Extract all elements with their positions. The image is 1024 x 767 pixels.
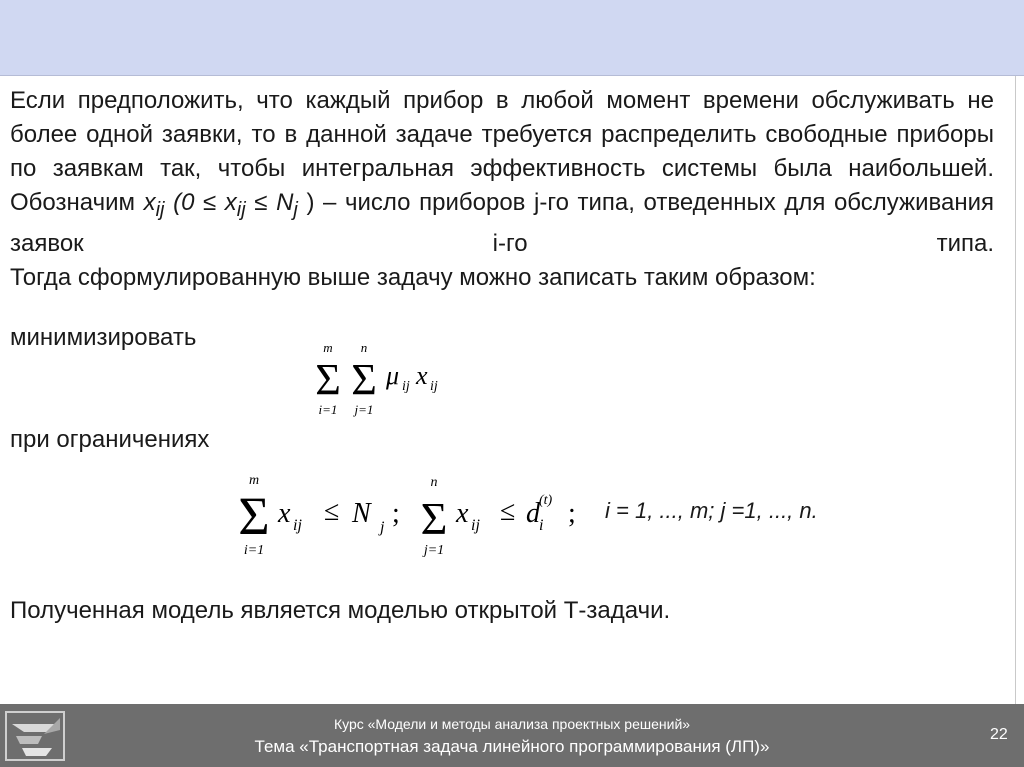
con-x2-sub: ij [471, 517, 480, 534]
obj-mu-sub: ij [402, 379, 410, 394]
obj-x-sub: ij [430, 379, 438, 394]
con-x1-sub: ij [293, 517, 302, 534]
label-minimize: минимизировать [10, 324, 197, 351]
obj-sum1-lower: i=1 [318, 402, 338, 417]
notation-lead: Обозначим [10, 189, 144, 216]
con-sum1-symbol: Σ [238, 486, 270, 546]
con-semi1: ; [392, 498, 400, 529]
con-leq1: ≤ [324, 496, 340, 527]
obj-sum1-symbol: Σ [315, 355, 341, 404]
var-N: N [276, 189, 294, 216]
var-x2-sub: ij [236, 198, 246, 221]
header-band [0, 0, 1024, 75]
con-d-sup: (t) [539, 493, 553, 508]
index-range: i = 1, ..., m; j =1, ..., n. [605, 498, 818, 523]
con-sum1-lower: i=1 [243, 543, 265, 558]
con-d: d [526, 498, 540, 529]
constraint-formula [228, 470, 598, 562]
con-N-sub: j [380, 519, 385, 536]
paragraph-notation [10, 186, 994, 261]
con-d-sub: i [539, 517, 544, 534]
conclusion: Полученная модель является моделью открытой Т-задачи. [10, 597, 671, 624]
con-leq2: ≤ [500, 496, 516, 527]
slide-body [10, 84, 994, 295]
con-sum2-symbol: Σ [420, 493, 448, 544]
var-x-sub: ij [155, 198, 165, 221]
header-divider [0, 75, 1024, 76]
footer-bar [0, 704, 1024, 767]
con-semi2: ; [568, 498, 576, 529]
con-x2: x [456, 498, 469, 529]
course-title: Курс «Модели и методы анализа проектных решений» [333, 716, 691, 732]
objective-formula [312, 336, 462, 426]
notation-leq: ≤ [245, 189, 277, 216]
paragraph-intro: Если предположить, что каждый прибор в любой момент времени обслуживать не более одной заявки, то в данной задаче требуется распределить свободные приборы по заявкам так, чтобы интегральная эффективность системы была наибольшей. [10, 87, 994, 182]
obj-mu: μ [386, 361, 400, 390]
label-constraints: при ограничениях [10, 426, 210, 453]
obj-sum2-lower: j=1 [354, 402, 374, 417]
notation-bound-open: (0 ≤ [164, 189, 225, 216]
con-N: N [352, 498, 371, 529]
con-sum2-upper: n [430, 475, 438, 490]
con-x1: x [278, 498, 291, 529]
con-sum2-lower: j=1 [423, 543, 445, 558]
obj-sum2-upper: n [360, 340, 368, 355]
obj-sum2-symbol: Σ [351, 355, 377, 404]
obj-sum1-upper: m [323, 340, 333, 355]
paragraph-formulate: Тогда сформулированную выше задачу можно записать таким образом: [10, 263, 816, 291]
page-number: 22 [990, 726, 1008, 743]
obj-x: x [416, 361, 428, 390]
var-x: x [143, 189, 156, 216]
con-sum1-upper: m [248, 473, 260, 488]
side-rule [1015, 76, 1016, 704]
var-N-sub: j [293, 198, 298, 221]
notation-tail: ) – число приборов j-го типа, отведенных для обслуживания заявок i-го типа. [10, 189, 995, 257]
topic-title: Тема «Транспортная задача линейного программирования (ЛП)» [254, 737, 770, 756]
var-x2: x [224, 189, 237, 216]
